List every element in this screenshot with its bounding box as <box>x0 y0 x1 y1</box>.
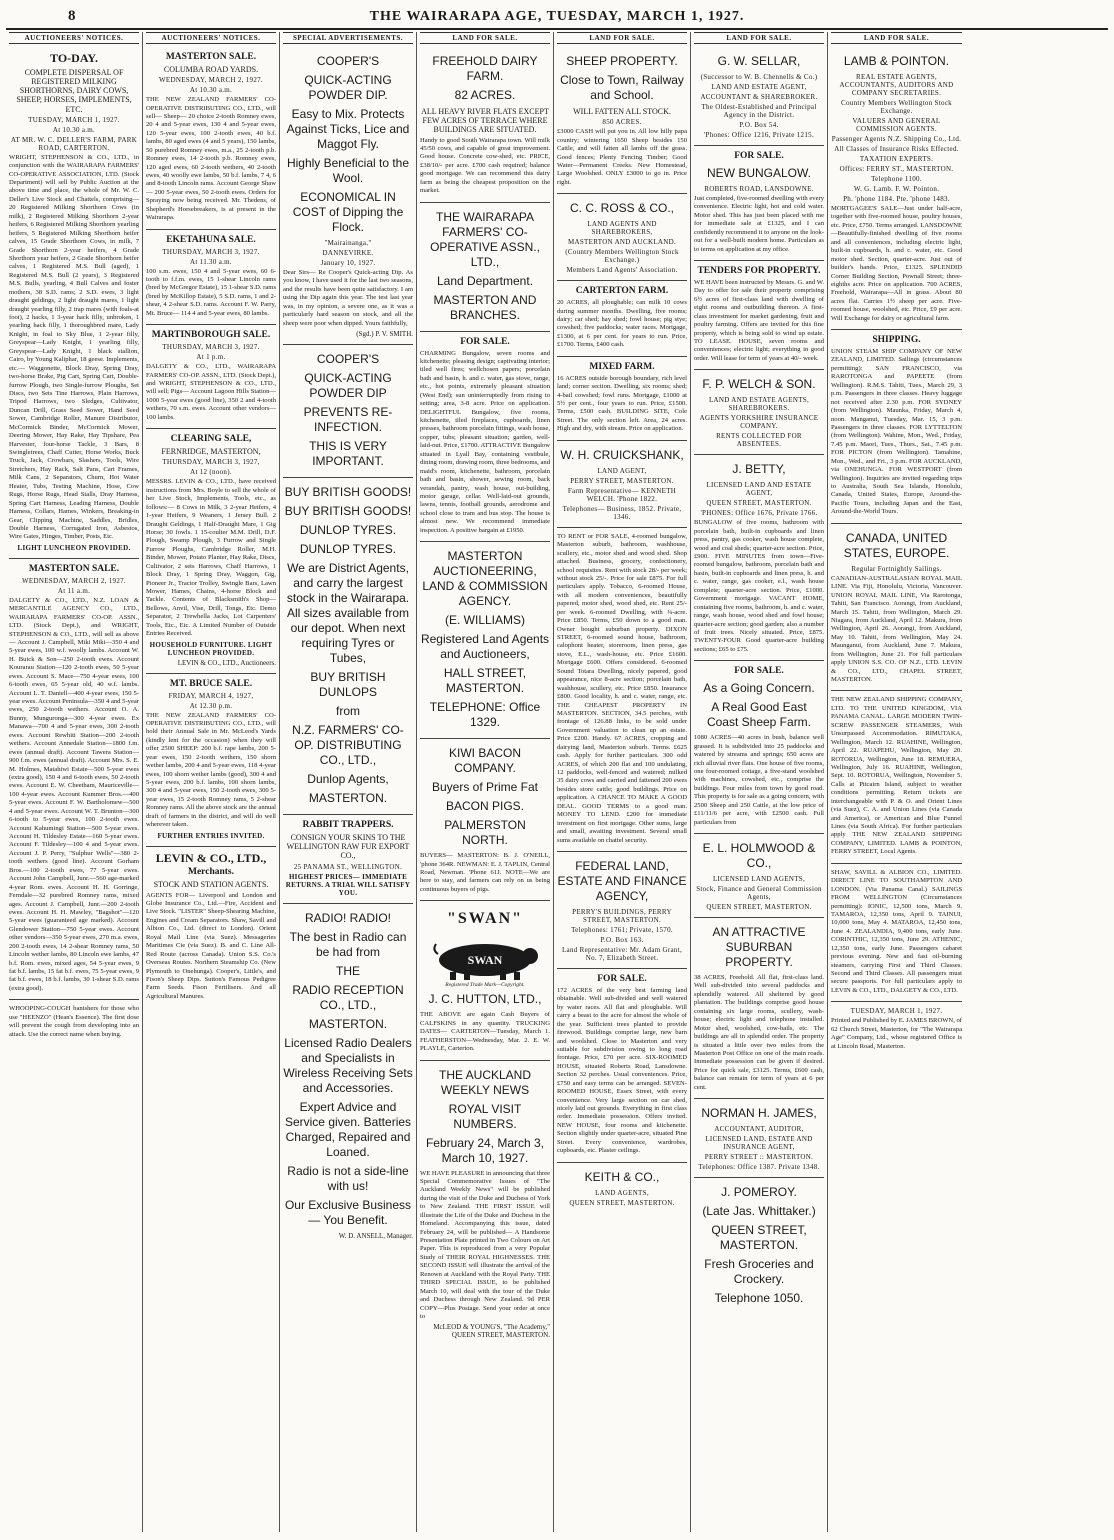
advertisement <box>146 230 276 326</box>
column-header: LAND FOR SALE. <box>694 32 824 44</box>
ad-subheading: EKETAHUNA SALE. <box>166 234 256 245</box>
ad-body-text: TO RENT or FOR SALE, 4-roomed bungalow, Masterton suburb, bathroom, washhouse, scullery, etc., motor shed and wood shed. Shop attached. Business, grocery, confectionery, school requisites. Rent with stock 28/- per week; without stock 25/-. Price for sale £875. For full particulars apply. Tobacco, 6-roomed House, with all modern conveniences, beautifully papered, motor shed, wood shed, etc. Rent 25/- per week. 6-roomed Dwelling, with ¼-acre. Price £850. Terms, £50 down to a good man. Owner bought suburban property. DIXON STREET, 6-roomed sound house, bathroom, calophont heater, storeroom, linen press, gas stove, E.L., wash-house, etc. Price £1600. Mortgage £600. Offers considered. 6-roomed Sound Totara Dwelling, nicely papered, good appearance, nice 8-acre section; porcelain bath, washhouse, scullery, etc. Price £850. Insurance £800. Good locality, h. and c. water, range, etc. THE CHEAPEST PROPERTY IN MASTERTON. SECTION, 34.5 perches, with frontage of 126.88 links, to be sold under Government valuation to clean up an estate. Price £200. Handy. 67 ACRES, cropping and dairying land, Masterton suburb. Terms. £625 cash. Apply for further particulars. 300 odd ACRES, of which 200 flat and 100 undulating, 12 paddocks, well-fenced and watered; milked 35 dairy cows and carried and fattened 200 ewes besides store cattle; good buildings. Price on application. A CHANCE TO MAKE A GOOD DEAL. GOOD TERMS to a good man. MONEY TO LEND. £200 for immediate investment on first mortgage. Other sums, large and small, awaiting investment. Several small sums available on chattel security. <box>557 532 687 844</box>
ad-info-line: P.O. Box 54. <box>739 121 779 129</box>
display-line: Easy to Mix. Protects Against Ticks, Lice and Maggot Fly. <box>286 107 410 151</box>
ad-info-line: LICENSED LAND AGENTS, <box>712 875 806 884</box>
ad-body-text: SHAW, SAVILL & ALBION CO., LIMITED. DIRECT LINE TO SOUTHAMPTON AND LONDON. (Via Panama Canal.) SAILINGS FROM WELLINGTON (Circumstances permitting): IONIC, 12,500 tons, March 9. TAMAROA, 12,350 tons, April 9. TAINUI, 10,000 tons, May 4. MATAROA, 12,450 tons, June 4. ZEALANDIA, 9,400 tons, early June. CORINTHIC, 12,350 tons, June 29. ATHENIC, 12,350 tons, early June. Passengers cabaret previous evening. New and fast oil-burning steamers, carrying First and Third Classes. Second and Third Classes. All passengers must secure passports. For full particulars apply to LEVIN & CO., LTD., DALGETY & CO., LTD. <box>831 868 962 994</box>
ad-body-text: Dear Sirs— Re Cooper's Quick-acting Dip. As you know, I have used it for the last two seasons, and the results have been quite satisfactory. I am using the Dip again this year. The test last year was, in my opinion, a severe one, as it was a particularly hard season on stock, and all the sheep were poor when dipped. Yours faithfully, <box>283 269 413 327</box>
display-line: FEDERAL LAND, ESTATE AND FINANCE AGENCY, <box>557 858 687 903</box>
letter-heading: DANNEVIRKE. <box>322 249 374 257</box>
ad-info-line: LICENSED LAND AND ESTATE AGENT, <box>706 481 812 498</box>
ad-info-line: Farm Representative— KENNETH WELCH. 'Phone 1822. <box>567 486 677 503</box>
ad-info-line: LAND AGENTS AND SHAREBROKERS, <box>587 220 657 237</box>
ad-body-text: MORTGAGEE'S SALE—Just under half-acre, together with five-roomed house, poultry houses, etc. Price, £750. Terms arranged. LANSDOWNE—Beautifully-finished dwelling of five rooms and all conveniences, including electric light, built-in cupboards, h. and c. water, etc. Good motor shed. Section, quarter-acre. Just out of builder's hands. Price, £1325. SPLENDID Corner Building Section, Pownall Street; three-eighths acre. Price on application. 700 ACRES, Freehold, Wairarapa—All in grass. About 80 acres flat. Carries 1½ sheep per acre. Five-roomed house, woolshed, etc. Price, £9 per acre. Will Exchange for dairy or agricultural farm. <box>831 205 962 322</box>
ad-body-text: CANADIAN-AUSTRALASIAN ROYAL MAIL LINE. Via Fiji, Honolulu, Victoria, Vancouver. UNION ROYAL MAIL LINE, Via Rarotonga, Tahiti, San Francisco. Aorangi, from Auckland, March 15. Tahiti, from Wellington, March 29. Niagara, from Auckland, April 12. Makura, from Wellington, April 26. Aorangi, from Auckland, May 10. Tahiti, from Wellington, May 24. Maunganui, from Auckland, June 7. Makura, from Wellington, June 21. For full particulars apply UNION S.S. CO. OF N.Z., LTD. LEVIN & CO., LTD., CHAPEL STREET, MASTERTON. <box>831 574 962 684</box>
display-line: MASTERTON. <box>308 791 388 806</box>
ad-body-text: 20 ACRES, all ploughable; can milk 10 cows during summer months. Dwelling, five rooms; dairy; car shed; hay shed; fowl house; pig stye; cowshed; five paddocks; water races. Mortgage, £1300, at 6 per cent. for years to run. Price, £1700. Terms, £400 cash. <box>557 299 687 349</box>
display-line: DUNLOP TYRES. <box>299 542 397 557</box>
advertisement <box>694 661 824 834</box>
ad-info-line: QUEEN STREET, MASTERTON. <box>569 1198 675 1207</box>
ad-info-line: THURSDAY, MARCH 3, 1927. <box>162 247 260 256</box>
ad-subheading: FOR SALE. <box>734 666 784 677</box>
column-6 <box>691 32 828 1532</box>
display-line: COOPER'S <box>316 352 380 367</box>
ad-subheading: SHIPPING. <box>872 335 921 346</box>
ad-subheading: FOR SALE. <box>597 973 647 984</box>
display-line: J. C. HUTTON, LTD., <box>428 992 542 1007</box>
advertisement <box>9 559 139 1000</box>
display-line: As a Going Concern. <box>703 681 815 696</box>
ad-info-line: QUEEN STREET, MASTERTON. <box>706 903 812 912</box>
column-header: SPECIAL ADVERTISEMENTS. <box>283 32 413 44</box>
ad-subheading: MARTINBOROUGH SALE. <box>151 330 271 341</box>
swan-trade-name: "SWAN" <box>447 910 523 928</box>
display-line: W. H. CRUICKSHANK, <box>560 447 684 462</box>
advertisement <box>557 852 687 969</box>
ad-info-line: Country Members Wellington Stock Exchange. <box>841 99 952 115</box>
display-line: COOPER'S <box>316 54 380 68</box>
ad-footer: FURTHER ENTRIES INVITED. <box>157 831 265 840</box>
ad-info-line: Passenger Agents N.Z. Shipping Co., Ltd. <box>831 135 962 143</box>
ad-info-line: REAL ESTATE AGENTS, ACCOUNTANTS, AUDITORS AND COMPANY SECRETARIES. <box>839 73 954 97</box>
ad-signature: W. D. ANSELL, Manager. <box>338 1231 413 1240</box>
ad-info-line: 'Phones: Office 1216, Private 1215. <box>703 131 814 139</box>
display-line: LAMB & POINTON. <box>843 54 950 68</box>
ad-body-text: MESSRS. LEVIN & CO., LTD., have received instructions from Mrs. Boyle to sell the whole of her Live Stock, Implements, Tools, etc., as follows:— 8 Cows in Milk, 3 2-year Heifers, 4 1-year Heifers, 9 Weaners, 1 Jersey Bull. 2 Draught Geldings, 1 Half-Draught Mare, 1 Gig Horse; 30 fowls. 1 15-coulter M.M. Drill, D.F. Plough, Swamp Plough, 3 Furrow and Single Furrow Ploughs, Cambridge Roller, M.H. Binder, Mower, Potato Planter, Hay Rake, Discs, Cultivator, 2 sets Harrows, Chaff Harrows, 1 Block Dray, 1 Spring Dray, Waggon, Gig, Pioneer Jr., Tractor Trolley, Swingle Bars, Lawn Mower, Hames, Chains, 4-horse Block and Tackle. Contents of Blacksmith's Shop—Bellows, Anvil, Vise, Drill, Tongs, Etc. Demo Separator, 2 Trewhella Jacks, Lot Carpenters' Tools, Etc., Etc. A Limited Number of Outside Entries Received. <box>146 478 276 638</box>
display-line: Close to Town, Railway and School. <box>560 73 684 102</box>
display-line: C. C. ROSS & CO., <box>569 201 674 216</box>
display-line: TELEPHONE: Office 1329. <box>429 700 541 730</box>
display-line: (E. WILLIAMS) <box>444 613 525 628</box>
advertisement <box>146 674 276 847</box>
display-line: QUICK-ACTING POWDER DIP. <box>304 73 392 102</box>
advertisement <box>557 357 687 441</box>
display-line: FREEHOLD DAIRY FARM. <box>432 54 538 83</box>
column-header: LAND FOR SALE. <box>831 32 962 44</box>
ad-body-text: 38 ACRES, Freehold. All flat, first-class land. Well sub-divided into several paddocks and splendidly watered. All sheltered by good plantation. The buildings comprise good house containing six large rooms, scullery, wash-house; electric light and telephone installed. Motor shed, woolshed, cow-bails, etc. The buildings are all in splendid order. The property is situated a little over two miles from the Masterton Post Office on one of the main roads. Immediate possession can be given if desired. Price for quick sale, £3125. Terms, £600 cash, balance can remain for term of years at 6 per cent. <box>694 974 824 1091</box>
advertisement <box>831 1002 962 1057</box>
ad-info-line: QUEEN STREET, MASTERTON. <box>706 499 812 508</box>
advertisement <box>146 47 276 230</box>
advertisement <box>694 918 824 1099</box>
advertisement <box>283 904 413 1246</box>
display-line: THE WAIRARAPA FARMERS' CO-OPERATIVE ASSN., LTD., <box>430 209 540 269</box>
ad-info-line: THURSDAY, MARCH 3, 1927. <box>162 343 260 352</box>
ad-footer: HOUSEHOLD FURNITURE. LIGHT LUNCHEON PROVIDED. <box>149 640 273 657</box>
ad-info-line: VALUERS AND GENERAL COMMISSION AGENTS. <box>852 117 941 133</box>
letter-heading: January 10, 1927. <box>320 259 376 267</box>
ad-info-line: Telephones: Office 1387. Private 1348. <box>698 1163 820 1172</box>
advertisement <box>557 281 687 357</box>
ad-info-line: (Successor to W. B. Chennells & Co.) <box>700 73 818 81</box>
advertisement <box>557 969 687 1163</box>
ad-info-line: LAND AND ESTATE AGENTS, SHAREBROKERS. <box>708 396 810 413</box>
ad-info-line: At 11 a.m. <box>57 586 91 595</box>
display-line: KIWI BACON COMPANY. <box>448 746 521 776</box>
ad-body-text: BUYERS— MASTERTON: B. J. O'NEILL, 'phone 364R. NEWMAN: E. J. TAPLIN, Central Road, Newman. 'Phone 61J. NOTE—We are here to stay, and farmers can rely on us being continuous buyers of pigs. <box>420 852 550 893</box>
ad-info-line: WEDNESDAY, MARCH 2, 1927. <box>22 576 126 585</box>
ad-signature: (Sgd.) P. V. SMITH. <box>356 330 413 339</box>
ad-body-text: Printed and Published by E. JAMES BROWN, of 62 Church Street, Masterton, for "The Wairarapa Age" Company, Ltd., whose registered Office is at Lincoln Road, Masterton. <box>831 1017 962 1050</box>
advertisement <box>420 739 550 901</box>
ad-body-text: BUNGALOW of five rooms, bathroom with porcelain bath, built-in cupboards and linen press, pantry, gas cooker, wash house complete, wood and coal sheds; quarter-acre section. Price, £900. FIVE MINUTES from town—Five-roomed bungalow, bathroom, porcelain bath and basin, built-in cupboards and linen press, h. and c. water, range, gas cooker, e.l., wash house complete; quarter-acre section. Price, £1000. Government mortgage. VACANT HOME, containing five rooms, bathroom, h. and c. water, range, wash house, wood shed and fowl house; quarter-acre section; good garden; also a number of fruit trees. Nicely situated. Price, £875. TWENTY-FOUR Good quarter-acre building sections; £65 to £75. <box>694 519 824 653</box>
advertisement <box>420 901 550 1060</box>
display-line: J. POMEROY. <box>721 1185 797 1200</box>
ad-body-text: WE HAVE been instructed by Messrs. G. and W. Day to offer for sale their property comprising 6½ acres of first-class land with dwelling of eight rooms and outbuilding thereon. A first-class investment for market gardening, fruit and poultry farming. Offers are invited for this fine property, which is being sold to wind up estate. TO LEASE. HOUSE, seven rooms and conveniences; electric light; everything in good order. Will lease for term of years at 40/- week. <box>694 278 824 362</box>
display-line: The best in Radio can be had from <box>289 929 407 959</box>
display-line: BACON PIGS. <box>445 799 525 814</box>
display-line: 82 ACRES. <box>454 88 516 102</box>
display-line: Telephone 1050. <box>714 1291 804 1306</box>
display-line: Highly Beneficial to the Wool. <box>286 156 410 185</box>
ad-info-line: At 12 (noon). <box>190 468 232 477</box>
advertisement <box>694 261 824 370</box>
ad-subheading: RABBIT TRAPPERS. <box>302 820 394 831</box>
ad-info-line: AT MR. W. C. DELLER'S FARM, PARK ROAD, CARTERTON. <box>10 135 138 152</box>
ad-body-text: WRIGHT, STEPHENSON & CO., LTD., in conjunction with the WAIRARAPA FARMERS' CO-OPERATIVE ASSOCIATION, LTD. (Stock Department) will sell by Public Auction at the above time and place, the whole of Mr. W. C. Deller's Live Stock and Chattels, comprising— 20 Registered Milking Shorthorn Cows (in milk), 2 Registered Milking Shorthorn 2-year heifers, 6 Registered Milking Shorthorn yearling heifers, 5 Registered Milking Shorthorn heifer calves, 15 Grade Shorthorn Cows, in milk, 7 Grade Shorthorn 2-year heifers, 4 Grade Shorthorn year heifers, 2 Grade Shorthorn heifer calves, 1 Registered M.S. Bull (aged), 1 Registered M.S. Bull (2 years), 3 Registered M.S. Bulls, yearling, 4 Bull Calves and foster mothers, 38 S.D. rams; 2 S.D. ewes, 3 light draught geldings, 2 light draught mares, 1 light draught yearling filly, 2 trap mares (with foals-at foot), 2 hacks, 1 3-year hack filly, unbroken, 1 yearling hack filly, 1 thoroughbred mare, Lady Knight, in foal to Sky Blue, 1 2-year filly, Greyspear—Lady Knight, 1 yearling filly, Greyspear—Lady Knight, 1 black stallion, Cairo, by Young Kaliphar, 18 geese. Implements, etc.— Waggonette, Block Dray, Spring Dray, two-horse Brake, Pig Cart, Spring Cart, Double-furrow Plough, two Single-furrow Ploughs, Set Discs, two Sets Tine Harrows, Plain Harrows, Tripod Harrows, two Sledges, Cultivator, Duncan Drill, Grass Seed Sower, Hand Seed Sower, Cambridge Roller, Manure Distributor, McCormick Binder, McCormick Mower, Deering Mower, Hay Rake, Hay Tipshare, Pea Harvester, four-horse Tackle, 3 Bars, 8 Swingletrees, Chaff Cutter, Horse Works, Buck Truck, Jack, Crowbars, Slashers, Tools, Wire Stretchers, Hay Rack, Salt Pans, Cart Frames, Milk Cans, 2 Separators, Churn, Hot Water Heater, Tubs, Testing Machine, Hose, Cow Rugs, Horse Rugs, Head Stalls, Dray Harness, Spring Cart Harness, Leading Harness, Double Harness, Collars, Hames, Winkers, Breaking-in Gear, Clipping Machine, Saddles, Bridles, Double Harness, Corrugated Iron, Asbestos, Wire Gates, Hinges, Timber, Posts, Etc. <box>9 153 139 541</box>
advertisement <box>146 847 276 1008</box>
ad-info-line: LAND AND ESTATE AGENT, <box>711 83 807 91</box>
display-line: E. L. HOLMWOOD & CO., <box>702 841 816 871</box>
ad-info-line: TAXATION EXPERTS. <box>859 155 934 163</box>
display-line: Licensed Radio Dealers and Specialists in Wireless Receiving Sets and Accessories. <box>283 1035 413 1095</box>
ad-info-line: At 1 p.m. <box>196 353 226 362</box>
advertisement <box>831 47 962 330</box>
display-line: F. P. WELCH & SON. <box>702 377 816 392</box>
ad-info-line: 'PHONES: Office 1676, Private 1766. <box>700 509 818 518</box>
ad-info-line: P.O. Box 163. <box>600 935 644 944</box>
display-line: MASTERTON. <box>308 1016 388 1031</box>
ad-body-text: CHARMING Bungalow, seven rooms and kitchenette; pleasing design; captivating interior; tiled well fires; wellchosen papers; porcelain bath and basin, h. and c. water, gas stove, range, etc., hot points, extremely pleasant situation (West End); sun uninterruptedly from rising to setting; area, 3-8 acre. Price on application. DELIGHTFUL Bungalow, five rooms, kitchenette, tiled fireplaces, cupboards, linen presses, bathroom porcelain fittings, wash house, copper, tubs; pleasant situation; garden, well-laid-out. Price, £1700. ATTRACTIVE Bungalow situated in Lyall Bay, containing vestibule, dining room, drawing room, three bedrooms, and maid's room, kitchenette, bathroom, porcelain bath and basin, shower, sewing room, back verandah, pantry, wash house, out-building, motor garage, cellar. Well-laid-out grounds, lawns, tennis, football grounds, aerodrome and school close to tram and bus stop. The house is almost new. We recommend immediate inspection. A positive bargain at £1950. <box>420 349 550 534</box>
advertisement <box>283 478 413 815</box>
ad-info-line: 25 PANAMA ST., WELLINGTON. <box>293 862 403 871</box>
advertisement <box>420 332 550 543</box>
ad-body-text: WHOOPING-COUGH banishers for those who use "HEENZO" (Hean's Essence). The first dose will prevent the cough from developing into an attack. Use the correct name when buying. <box>9 1005 139 1038</box>
ad-info-line: MASTERTON AND AUCKLAND. <box>567 238 677 247</box>
ad-info-line: At 10.30 a.m. <box>189 86 233 95</box>
column-3 <box>280 32 417 1532</box>
ad-info-line: W. G. Lamb. F. W. Pointon. <box>853 185 940 193</box>
advertisement <box>831 691 962 863</box>
display-line: QUICK-ACTING POWDER DIP <box>304 371 392 401</box>
display-line: (Late Jas. Whittaker.) <box>702 1204 816 1219</box>
ad-subheading: CARTERTON FARM. <box>575 286 669 297</box>
ad-footer: HIGHEST PRICES— IMMEDIATE RETURNS. A TRIAL WILL SATISFY YOU. <box>285 872 411 897</box>
ad-info-line: Land Representative: Mr. Adam Grant, No. 7, Elizabeth Street. <box>561 945 683 962</box>
display-line: Our Exclusive Business— You Benefit. <box>284 1197 412 1227</box>
display-line: Dunlop Agents, <box>307 772 389 787</box>
display-line: QUEEN STREET, MASTERTON. <box>711 1223 807 1253</box>
ad-subheading: TENDERS FOR PROPERTY. <box>697 265 821 276</box>
ad-subheading: FOR SALE. <box>734 151 784 161</box>
advertisement <box>557 441 687 528</box>
display-line: Registered Land Agents and Auctioneers, <box>420 632 550 662</box>
column-7 <box>828 32 965 1532</box>
ad-subheading: Merchants. <box>188 867 234 878</box>
display-line: Buyers of Prime Fat <box>431 780 539 795</box>
ad-caption: COLUMBA ROAD YARDS. <box>163 64 259 74</box>
ad-body-text: 100 s.m. ewes, 150 4 and 5-year ewes, 60 6-tooth to f.f.m. ewes, 15 1-shear Lincoln rams (bred by McGregor Estate), 15 1-shear S.D. rams (bred by McKillop Estate), 5 S.D. rams, 1 and 2-shear, 4 2-shear S.D. rams. Account F. W. Parry, Mt. Bruce— 114 4 and 5-year ewes, 80 lambs. <box>146 267 277 317</box>
ad-heading: LEVIN & CO., LTD., <box>155 850 267 865</box>
ad-info-line: Stock, Finance and General Commission Agents, <box>696 885 822 902</box>
display-line: ROYAL VISIT NUMBERS. <box>448 1101 522 1131</box>
ad-body-text: DALGETY & CO., LTD., WAIRARAPA FARMERS' CO-OP. ASSN., LTD. (Stock Dept.), and WRIGHT, STEPHENSON & CO., LTD., will sell; Pigs— Account Lagoon Hills Station— 1000 5-year ewes (good line), 350 2 and 4-tooth wethers, 70 s.m. ewes. Account other vendors— 100 lambs. <box>146 363 276 421</box>
ad-heading: TO-DAY. <box>50 51 98 65</box>
column-5 <box>554 32 691 1532</box>
advertisement <box>694 370 824 455</box>
ad-body-text: THE ABOVE are again Cash Buyers of CALFSKINS in any quantity. TRUCKING DATES— CARTERTON—Tuesday, March 1. FEATHERSTON—Wednesday, Mar. 2. E. W. PLAYLE, Carterton. <box>420 1011 550 1053</box>
display-line: RADIO! RADIO! <box>304 910 391 925</box>
ad-info-line: AGENTS YORKSHIRE INSURANCE COMPANY. <box>699 414 819 431</box>
ad-info-line: All Classes of Insurance Risks Effected. <box>834 145 959 153</box>
column-header: AUCTIONEERS' NOTICES. <box>146 32 276 44</box>
column-header: AUCTIONEERS' NOTICES. <box>9 32 139 44</box>
display-line: PALMERSTON NORTH. <box>444 818 526 848</box>
column-1 <box>6 32 143 1532</box>
advertisement <box>694 1178 824 1314</box>
ad-caption: WILL FATTEN ALL STOCK. <box>573 107 671 116</box>
advertisement <box>694 47 824 146</box>
display-line: HALL STREET, MASTERTON. <box>443 666 527 696</box>
ad-info-line: PERRY STREET, MASTERTON. <box>570 476 674 485</box>
ad-info-line: At 10.30 a.m. <box>52 125 96 134</box>
advertisement <box>420 47 550 203</box>
advertisement <box>831 864 962 1003</box>
advertisement <box>146 429 276 673</box>
advertisement <box>831 330 962 524</box>
display-line: THIS IS VERY IMPORTANT. <box>309 439 387 469</box>
ad-info-line: ACCOUNTANT, AUDITOR, <box>714 1125 804 1134</box>
display-line: N.Z. FARMERS' CO-OP. DISTRIBUTING CO., LTD., <box>292 723 404 768</box>
advertisement <box>831 524 962 692</box>
display-line: Land Department. <box>436 273 534 288</box>
display-line: Radio is not a side-line with us! <box>287 1163 409 1193</box>
advertisement <box>420 1061 550 1346</box>
ad-body-text: UNION STEAM SHIP COMPANY OF NEW ZEALAND, LIMITED. Sailings (circumstances permitting): SAN FRANCISCO, via RAROTONGA and PAPEETE (from Wellington). R.M.S. Tahiti, Tues., March 29, 3 p.m. Passengers in three classes. Heavy luggage not received after 2.30 p.m. FOR SYDNEY (from Wellington). Maunka, Friday, March 4, noon. Manganui, Tuesday, Mar. 15, 3 p.m. Passengers in three classes. FOR LYTTELTON (from Wellington). Wahine, Mon., Wed., Friday, 7.45 p.m. Maori, Tues., Thurs., Sat., 7.45 p.m. FOR PICTON (from Wellington). Tamahine, Mon., Wed., and Fri., 3 p.m. FOR AUCKLAND, via ONEHUNGA. FOR WESTPORT (from Wellington). Inquiries are invited regarding trips to Australia, South Sea Islands, Honolulu, Canada, United States, Europe, Around-the-Pacific Tours, including Japan and the East, Around-the-World Tours. <box>831 348 962 516</box>
ad-info-line: ROBERTS ROAD, LANSDOWNE. <box>704 184 814 193</box>
ad-info-line: (Country Members Wellington Stock Exchange.) <box>565 248 679 265</box>
ad-subheading: MT. BRUCE SALE. <box>169 678 253 689</box>
display-line: CANADA, UNITED STATES, EUROPE. <box>843 530 950 560</box>
ad-info-line: THURSDAY, MARCH 3, 1927, <box>162 458 260 467</box>
ad-info-line: Telephones: 1761; Private, 1570. <box>571 925 673 934</box>
display-line: Expert Advice and Service given. Batteries Charged, Repaired and Loaned. <box>284 1099 412 1159</box>
advertisement <box>420 203 550 332</box>
ad-info-line: Ph. 'phone 1184. Pte. 'phone 1483. <box>843 195 950 203</box>
ad-info-line: LAND AGENT, <box>597 466 647 475</box>
display-line: ECONOMICAL IN COST of Dipping the Flock. <box>292 190 404 234</box>
trade-mark-note: Registered Trade Mark—Copyright. <box>445 982 525 989</box>
display-line: MASTERTON AND BRANCHES. <box>433 292 537 322</box>
display-line: We are District Agents, and carry the largest stock in the Wairarapa. All sizes available from our depot. When next requiring Tyres or Tubes, <box>286 561 410 666</box>
ad-body-text: THE NEW ZEALAND FARMERS' CO-OPERATIVE DISTRIBUTING CO., LTD., will hold their Annual Sale in Mr. McLeod's Yards (kindly lent for the occasion) when they will offer 2500 SHEEP: 200 b.f. rape lambs, 200 5-year ewes, 150 2-tooth wethers, 150 shorn wether lambs, 200 4 and 5-year ewes, 118 4-year ewes, 100 shorn wether lambs (good), 300 4 and 5-year ewes, 200 b.f. lambs, 100 shorn lambs, 300 4 and 5-year ewes, 150 2-tooth ewes, 300 5-year ewes, 15 2-tooth Romney rams, 5 2-shear Romney rams. All the above stock are the annual draft of farmers in the district, and will do well wherever taken. <box>146 711 276 829</box>
ad-subheading: MASTERTON SALE. <box>28 563 120 574</box>
ad-body-text: Handy to good South Wairarapa town. Will milk 45/50 cows, and capable of great improvement. Good house. Concrete cow-shed, etc. PRICE, £38/10/- per acre. £700 cash required; balance good mortgage. We can recommend this dairy farm as being the cheapest proposition on the market. <box>420 136 550 195</box>
ad-info-line: At 12.30 p.m. <box>189 701 233 710</box>
advertisement <box>694 455 824 661</box>
ad-body-text: £3000 CASH will put you in. All low hilly papa country; wintering 1650 Sheep besides 150 Cattle, and will fatten all lambs off the grass. Good fences; Plenty Fencing Timber; Good Water—Permanent Creeks. New Homestead, Large Woolshed. ONLY £3000 to go in. Price right. <box>557 128 687 186</box>
letter-heading: "Mairainanga," <box>324 239 372 247</box>
ad-info-line: The Oldest-Established and Principal Agency in the District. <box>701 103 817 119</box>
display-line: KEITH & CO., <box>584 1169 660 1184</box>
ad-body-text: THE NEW ZEALAND SHIPPING COMPANY, LTD. TO THE UNITED KINGDOM, VIA PANAMA CANAL. LARGE MODERN TWIN-SCREW PASSENGER STEAMERS, With Unsurpassed Accommodation. RIMUTAKA, Wellington, March 12. RUAHINE, Wellington, April 22. RUAPEHU, Wellington, May 20. ROTORUA, Wellington, June 18. REMUERA, Wellington, July 16. RUAHINE, Wellington, Sept. 10. ROTORUA, Wellington, November 5. Calls at Pitcairn Island, subject to weather conditions permitting. Return tickets are interchangeable with P. & O. and Orient Lines (via Suez), C. A. and Union Lines (via Canada and America), or American and Blue Funnel Lines (via South Africa). For further particulars apply THE NEW ZEALAND SHIPPING COMPANY, LIMITED. LAMB & POINTON, FERRY STREET, Local Agents. <box>831 696 962 856</box>
page-number: 8 <box>68 8 76 24</box>
display-line: Fresh Groceries and Crockery. <box>704 1257 814 1287</box>
ad-body-text: Just completed, five-roomed dwelling with every convenience. Electric light, hot and cold water. Motor shed. This has just been placed with me for immediate sale at £1325, and I can confidently recommend it to anyone on the look-out for a well-built modern home. Particulars as to terms on application at my office. <box>694 194 824 253</box>
ad-caption: FERNRIDGE, MASTERTON, <box>161 447 261 457</box>
advertisement <box>146 325 276 429</box>
ad-body-text: WE HAVE PLEASURE in announcing that three Special Commemorative Issues of "The Auckland Weekly News" will be published during the visit of the Duke and Duchess of York to New Zealand. THE FIRST ISSUE will illustrate the Life of the Duke and Duchess in the Homeland. Accompanying this issue, dated February 24, will be published— A Handsome Presentation Plate printed in Two Colours on Art Paper. This is reproduced from a very Popular Study of THEIR ROYAL HIGHNESSES. THE SECOND ISSUE will illustrate the arrival of the Renown at Auckland with the Royal Party. THE THIRD SPECIAL ISSUE, to be published March 10, will deal with the tour of the Duke and Duchess through New Zealand. 9d PER COPY—Plus Postage. Send your order at once to <box>420 1169 550 1320</box>
advertisement <box>9 1000 139 1045</box>
ad-body-text: AGENTS FOR— Liverpool and London and Globe Insurance Co., Ltd.—Fire, Accident and Live Stock. "LISTER" Sheep-Shearing Machine, Engines and Cream Separators. Shaw, Savill and Albion Co., Ltd. (direct to London). Orient Royal Mail Line (via Suez). Messageries Maritimes Cie (via Suez). B. and C. Line All-Red Route (across Canada). Union S.S. Co.'s Overseas Routes. Northern Steamship Co. (New Plymouth to Onehunga). Cooper's, Little's, and Fison's Sheep Dips. Sutton's Famous Pedigree Farm Seeds. Fison Fertilisers. And all Agricultural Manures. <box>146 891 276 1000</box>
advertisement <box>557 194 687 281</box>
ad-caption: ALL HEAVY RIVER FLATS EXCEPT FEW ACRES OF TERRACE WHERE BUILDINGS ARE SITUATED. <box>421 107 549 135</box>
ad-caption: CONSIGN YOUR SKINS TO THE WELLINGTON RAW FUR EXPORT CO., <box>286 832 410 861</box>
ad-info-line: RENTS COLLECTED FOR ABSENTEES. <box>716 432 802 449</box>
ad-info-line: LICENSED LAND, ESTATE AND INSURANCE AGENT, <box>705 1135 813 1152</box>
advertisement <box>9 47 139 559</box>
ad-body-text: DALGETY & CO., LTD., N.Z. LOAN & MERCANTILE AGENCY CO., LTD., WAIRARAPA FARMERS' CO-OP. ASSN., LTD. (Stock Dept.), and WRIGHT, STEPHENSON & CO., LTD., will sell as above— Account J. Campbell, Miki Miki—350 4 and 5-year ewes, 100 w.f. woolly lambs. Account W. H. Buick & Son—250 2-tooth ewes. Account Kourarau Station—120 2-tooth ewes, 50 5-year ewes. Account S. Mace—750 4-year ewes, 100 6-tooth ewes, 65 5-year old, 40 w.f. lambs. Account L. T. Daniell—400 4-year ewes, 150 5-year ewes. Account Peninsula—350 4 and 5-year ewes, 250 2-tooth wethers. Account O. A. Bunny, Munguronga—300 4-year ewes. Ex Manawa—700 4 and 5-year ewes, 300 2-tooth ewes. Account Rewhiti Station—200 2-tooth wethers. Account Annedale Station—1800 f.m. ewes (annual draft). Account Tawera Station—900 f.m. ewes (annual draft). Account Mrs. S. E. M. Holmes, Matahiwi Estate—500 5-year ewes (extra good), 150 4 and 6-tooth ewes, 50 2-tooth ewes. Account E. W. Cheetham, Mauriceville—100 4-year ewes. Account Kummer Bros.—400 5-year ewes. Account F. W. Bartholomew—500 4 and 5-year ewes. Account W. T. Brunton—300 6-tooth to 5-year ewes, 100 2-tooth ewes. Account Kahumingi Station—500 5-year ewes. Account H. Tildesley Estate—160 5-year ewes. Account F. Tildesley—100 4 and 5-year ewes. Account J. P. Perry, "Sulphur Wells"—380 2-tooth wethers (good line). Account Gorham Bros.—100 2-tooth ewes, 77 5-year ewes. Account John Campbell, Junr.—560 age-marked 4-year Rom. ewes. Account H. H. Gorringe, Ferndale—32 purebred Romney rams, mixed ages. Account J. Campbell, Junr.—200 2-tooth ewes. Account H. H. Mawley, "Bagshot"—120 5-year ewes (guaranteed age marked). Account Glendower Station—750 5-year ewes. Account other vendors—350 5-year ewes, 270 m.a. ewes, 200 2-tooth ewes, 14 2-shear Romney rams, 50 Lincoln wether lambs, 80 Lincoln ewe lambs, 47 b.f. Rom. ewes, mixed ages, 54 5-year ewes, 9 fat b.f. lambs, 15 fat b.f. ewes, 75 5-year ewes, 9 fat b.f. ewes, 18 b.f. lambs, 30 1-shear S.D. rams (extra good). <box>9 596 139 992</box>
masthead <box>6 6 1108 30</box>
display-line: BUY BRITISH GOODS! <box>284 504 412 519</box>
ad-info-line: FRIDAY, MARCH 4, 1927, <box>168 691 254 700</box>
advertisement <box>557 1163 687 1213</box>
ad-footer: LIGHT LUNCHEON PROVIDED. <box>17 543 131 552</box>
columns <box>6 32 1108 1532</box>
column-header: LAND FOR SALE. <box>420 32 550 44</box>
ad-caption: STOCK AND STATION AGENTS. <box>153 880 269 890</box>
ad-subheading: MASTERTON SALE. <box>165 52 257 62</box>
ad-info-line: PERRY'S BUILDINGS, PERRY STREET, MASTERTON. <box>572 907 672 924</box>
column-2 <box>143 32 280 1532</box>
display-line: BUY BRITISH DUNLOPS <box>310 670 386 700</box>
ad-info-line: PERRY STREET :: MASTERTON. <box>704 1153 814 1162</box>
display-line: SHEEP PROPERTY. <box>566 54 678 68</box>
advertisement <box>557 47 687 194</box>
ad-info-line: At 11.30 a.m. <box>190 257 232 266</box>
display-line: THE <box>336 963 360 978</box>
ad-body-text: 172 ACRES of the very best farming land obtainable. Well sub-divided and well watered by water races. All flat and ploughable. Will carry a beast to the acre for almost the whole of the year. Sufficient trees planted to provide firewood. Buildings comprise large, new barn and woolshed. Close to Masterton and very suitable for subdivision owing to long road frontage. Price, £70 per acre. SIX-ROOMED HOUSE, situated Roberts Road, Lansdowne. Section 32 perches. Usual conveniences. Price, £750 and easy terms can be arranged. SEVEN-ROOMED HOUSE, Essex Street, with every convenience. Very large section on car shed, nicely laid out grounds. Everything in first class order. Immediate possession. Offers invited. NEW HOUSE, four rooms and kitchenette. Section slightly under quarter-acre, situated Pine Street. Every convenience, wardrobes, cupboards, etc. Plaster ceilings. <box>557 986 687 1155</box>
advertisement <box>420 542 550 739</box>
advertisement <box>283 345 413 478</box>
advertisement <box>694 146 824 261</box>
display-line: MASTERTON AUCTIONEERING, LAND & COMMISSION AGENCY. <box>422 549 548 609</box>
ad-signature: McLEOD & YOUNG'S, "The Academy," QUEEN STREET, MASTERTON. <box>433 1323 550 1340</box>
ad-body-text: THE NEW ZEALAND FARMERS' CO-OPERATIVE DISTRIBUTING CO., LTD., will sell— Sheep— 20 choice 2-tooth Romney ewes, 20 4 and 5-year ewes, 130 4 and 5-year ewes, 120 5-year ewes, 100 2-tooth ewes, 40 b.f. lambs, 80 aged ewes (4 and 5 years), 150 lambs, 50 purebred Romney ewes, m.a., 25 2-tooth p.b. Romney ewes, 14 2-tooth p.b. Romney ewes, 120 aged ewes, 60 2-tooth wethers, 40 2-tooth ewes, 40 woolly ewe lambs, 50 b.f. lambs, 7 4, 6 and 8-tooth Lincoln rams. Account George Shaw— 200 5-year ewes, 50 2-tooth ewes. Orders for Spraying now being received. Mr. Thedens, of Shepherd's Horsebreakers, is at present in the Wairarapa. <box>146 96 276 222</box>
ad-subheading: MIXED FARM. <box>589 361 655 372</box>
ad-info-line: 850 ACRES. <box>602 118 642 127</box>
ad-info-line: ACCOUNTANT & SHAREBROKER. <box>700 93 818 101</box>
display-line: BUY BRITISH GOODS! <box>284 485 412 500</box>
display-line: J. BETTY, <box>732 462 786 477</box>
ad-info-line: TUESDAY, MARCH 1, 1927. <box>850 1007 943 1016</box>
column-header: LAND FOR SALE. <box>557 32 687 44</box>
ad-signature: LEVIN & CO., LTD., Auctioneers. <box>177 658 276 667</box>
ad-info-line: Members Land Agents' Association. <box>566 266 678 275</box>
display-line: A Real Good East Coast Sheep Farm. <box>706 700 812 730</box>
display-line: PREVENTS RE-INFECTION. <box>303 405 393 435</box>
display-line: February 24, March 3, March 10, 1927. <box>425 1135 545 1165</box>
swan-logo-icon <box>430 932 540 980</box>
ad-body-text: 1080 ACRES—40 acres in bush, balance well grassed. It is subdivided into 25 paddocks and watered by streams and springs; 650 acres are rich alluvial river flats. One house of five rooms, one four-roomed cottage, a five-stand woolshed with machines, cowshed, etc., comprise the buildings. Four miles from town by good road. This property is for sale as a going concern, with 2500 Sheep and 250 Cattle, at the low price of £11/11/6 per acre, with £2500 cash. Full particulars from <box>694 734 824 826</box>
ad-info-line: Regular Fortnightly Sailings. <box>851 564 942 573</box>
ad-body-text: 16 ACRES outside borough boundary, rich level land; corner section. Dwelling, six rooms; shed; 4-bail cowshed; fowl runs. Mortgage, £1000 at 5½ per cent., four years to run. Price, £1500. Terms, £500 cash. BUILDING SITE, Cole Street. The only section left. Area, 24 acres. High and dry, with stream. Price on application. <box>557 374 687 433</box>
ad-info-line: TUESDAY, MARCH 1, 1927. <box>28 115 120 124</box>
advertisement <box>694 1099 824 1178</box>
ad-caption: COMPLETE DISPERSAL OF REGISTERED MILKING SHORTHORNS, DAIRY COWS, SHEEP, HORSES, IMPLEMENTS, ETC. <box>16 67 132 114</box>
column-4 <box>417 32 554 1532</box>
ad-subheading: FOR SALE. <box>460 336 510 347</box>
ad-info-line: LAND AGENTS, <box>595 1188 649 1197</box>
ad-info-line: Telephone 1100. <box>871 175 922 183</box>
display-line: AN ATTRACTIVE SUBURBAN PROPERTY. <box>712 925 806 970</box>
display-line: RADIO RECEPTION CO., LTD., <box>292 982 404 1012</box>
display-line: DUNLOP TYRES. <box>299 523 397 538</box>
display-line: G. W. SELLAR, <box>717 54 801 68</box>
newspaper-title: THE WAIRARAPA AGE, TUESDAY, MARCH 1, 1927. <box>369 9 745 24</box>
ad-info-line: Offices: FERRY ST., MASTERTON. <box>839 165 954 173</box>
display-line: THE AUCKLAND WEEKLY NEWS <box>438 1067 532 1097</box>
display-line: NORMAN H. JAMES, <box>701 1106 817 1121</box>
ad-info-line: WEDNESDAY, MARCH 2, 1927. <box>159 76 263 85</box>
ad-subheading: CLEARING SALE, <box>170 434 252 445</box>
advertisement <box>283 47 413 345</box>
advertisement <box>283 815 413 903</box>
ad-info-line: Telephones— Business, 1852. Private, 1346. <box>562 504 682 521</box>
display-line: NEW BUNGALOW. <box>706 165 811 180</box>
display-line: from <box>336 704 360 719</box>
advertisement <box>557 528 687 852</box>
advertisement <box>694 834 824 918</box>
